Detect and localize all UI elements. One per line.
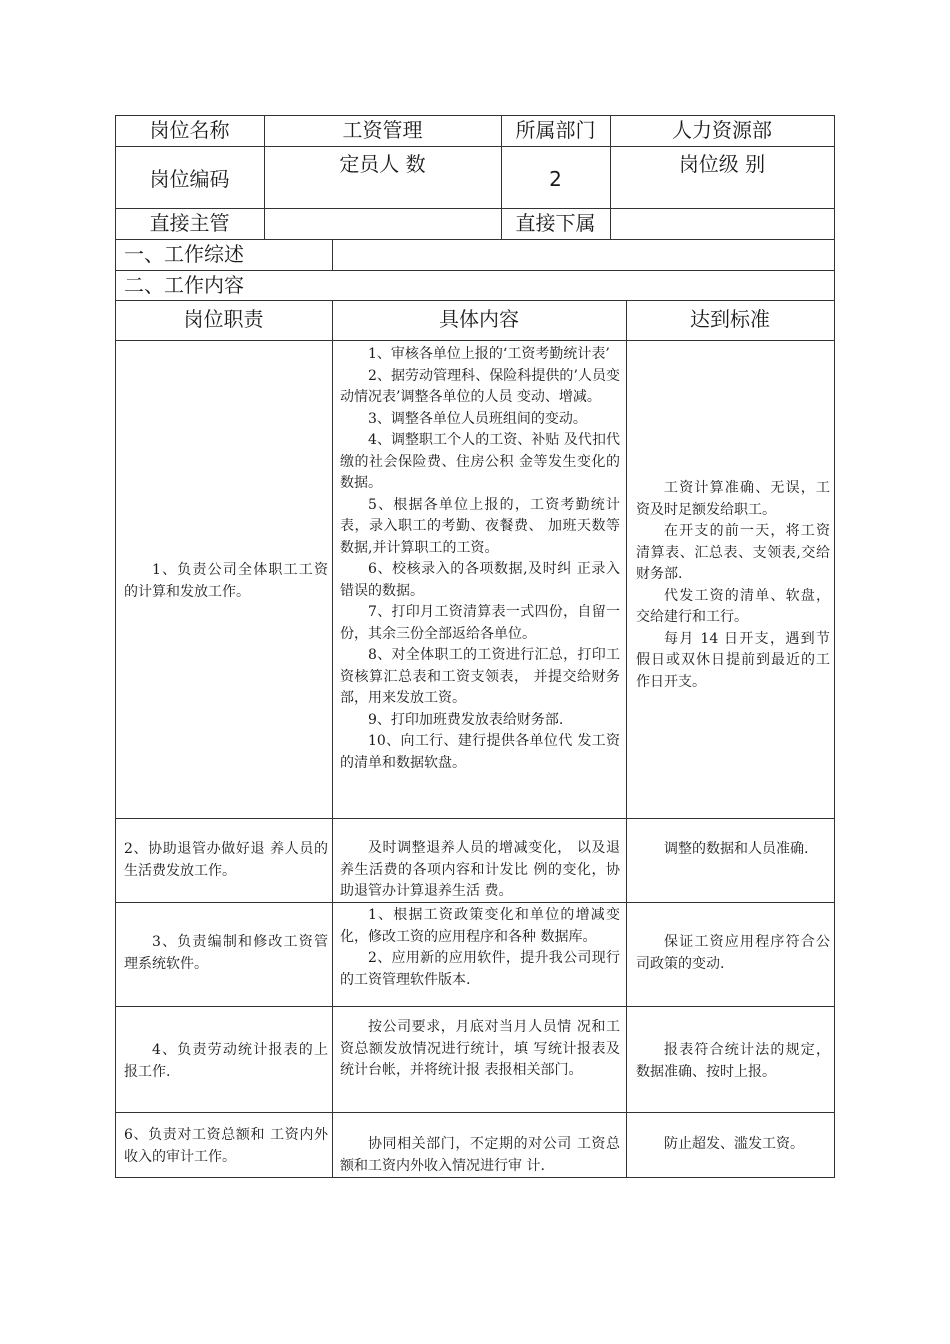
dept-value: 人力资源部: [672, 118, 772, 142]
table-row-2-duty: 2、协助退管办做好退 养人员的生活费发放工作。: [124, 841, 328, 879]
column-header-duty: 岗位职责: [183, 307, 264, 331]
section-overview: 一、工作综述: [124, 242, 244, 266]
table-row-2-standard: 调整的数据和人员准确.: [664, 841, 809, 857]
staffing-label: 定员人 数: [339, 152, 426, 176]
table-row-1-detail: 1、审核各单位上报的‘工资考勤统计表’ 2、据劳动管理科、保险科提供的’人员变动情况表’调整各单位的人员 变动、增减。 3、调整各单位人员班组间的变动。 4、调整职工个人的工资、补贴 及代扣代缴的社会保险费、住房公积 金等发生变化的数据。 5、根据各单位上报的，工资考勤统计表，录入职工的考勤、夜餐费、 加班天数等数据,并计算职工的工资。 6、校核录入的各项数据,及时纠 正录入错误的数据。 7、打印月工资清算表一式四份，自留一份，其余三份全部返给各单位。 8、对全体职工的工资进行汇总，打印工资核算汇总表和工资支领表， 并提交给财务部，用来发放工资。 9、打印加班费发放表给财务部. 10、向工行、建行提供各单位代 发工资的清单和数据软盘。: [340, 346, 620, 771]
table-row-2-detail: 及时调整退养人员的增减变化， 以及退养生活费的各项内容和计发比 例的变化，协助退管办计算退养生活 费。: [340, 840, 620, 899]
post-code-label: 岗位编码: [149, 167, 230, 191]
post-name-label: 岗位名称: [149, 118, 230, 142]
column-header-standard: 达到标准: [690, 307, 770, 331]
table-row-4-standard: 报表符合统计法的规定，数据准确、按时上报。: [636, 1042, 830, 1080]
table-row-3-detail: 1、根据工资政策变化和单位的增减变化，修改工资的应用程序和各种 数据库。 2、应用新的应用软件，提升我公司现行的工资管理软件版本.: [340, 907, 620, 988]
table-row-3-standard: 保证工资应用程序符合公司政策的变动.: [636, 934, 830, 972]
post-name-value: 工资管理: [342, 118, 423, 142]
table-row-1-duty: 1、负责公司全体职工工资的计算和发放工作。: [124, 562, 328, 600]
table-row-5-duty: 6、负责对工资总额和 工资内外收入的审计工作。: [124, 1127, 328, 1165]
dept-label: 所属部门: [515, 118, 596, 142]
table-row-5-standard: 防止超发、滥发工资。: [664, 1136, 804, 1152]
subordinate-label: 直接下属: [515, 211, 596, 235]
table-row-4-detail: 按公司要求，月底对当月人员情 况和工资总额发放情况进行统计，填 写统计报表及统计台帐，并将统计报 表报相关部门。: [340, 1019, 620, 1078]
table-row-5-detail: 协同相关部门，不定期的对公司 工资总额和工资内外收入情况进行审 计.: [340, 1136, 620, 1174]
section-content: 二、工作内容: [124, 273, 244, 297]
table-row-1-standard: 工资计算准确、无误，工资及时足额发给职工。 在开支的前一天，将工资清算表、汇总表、支领表,交给财务部. 代发工资的清单、软盘，交给建行和工行。 每月 14 日开支，遇到节假日或双休日提前到最近的工作日开支。: [636, 480, 830, 690]
supervisor-label: 直接主管: [149, 211, 230, 235]
grade-label: 岗位级 别: [678, 152, 766, 176]
table-row-4-duty: 4、负责劳动统计报表的上报工作.: [124, 1042, 328, 1080]
staffing-value: 2: [549, 167, 562, 191]
table-row-3-duty: 3、负责编制和修改工资管理系统软件。: [124, 934, 328, 972]
column-header-detail: 具体内容: [439, 307, 519, 331]
